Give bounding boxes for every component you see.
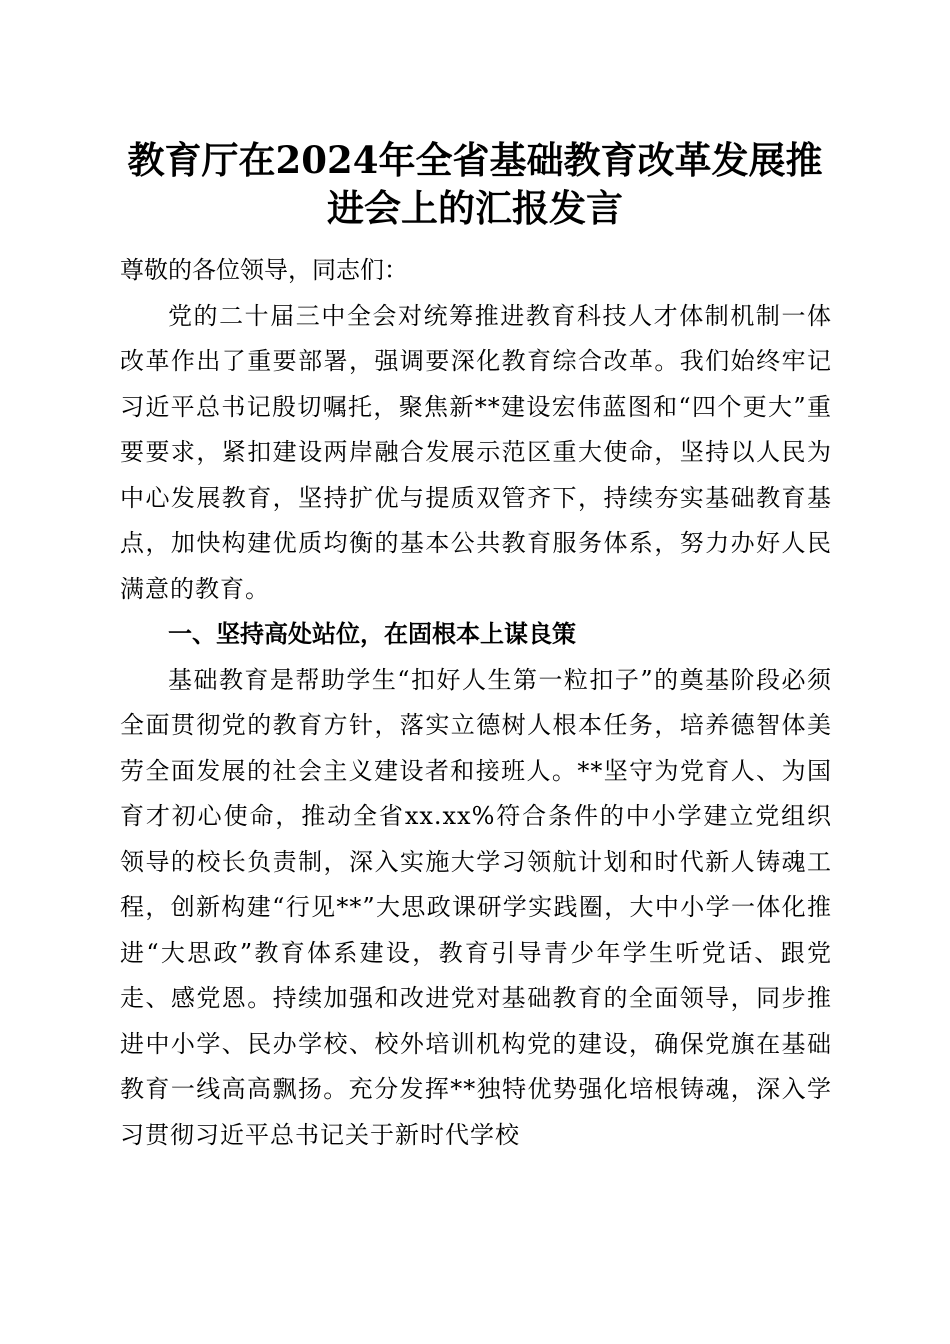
salutation: 尊敬的各位领导，同志们： — [120, 256, 408, 284]
document-body — [120, 248, 832, 1158]
section-paragraph: 基础教育是帮助学生“扣好人生第一粒扣子”的奠基阶段必须全面贯彻党的教育方针，落实立德树人根本任务，培养德智体美劳全面发展的社会主义建设者和接班人。**坚守为党育人、为国育才初心使命，推动全省xx.xx%符合条件的中小学建立党组织领导的校长负责制，深入实施大学习领航计划和时代新人铸魂工程，创新构建“行见**”大思政课研学实践圈，大中小学一体化推进“大思政”教育体系建设，教育引导青少年学生听党话、跟党走、感党恩。持续加强和改进党对基础教育的全面领导，同步推进中小学、民办学校、校外培训机构党的建设，确保党旗在基础教育一线高高飘扬。充分发挥**独特优势强化培根铸魂，深入学习贯彻习近平总书记关于新时代学校 — [120, 665, 832, 1149]
section-heading: 一、坚持高处站位，在固根本上谋良策 — [168, 620, 576, 648]
intro-paragraph: 党的二十届三中全会对统筹推进教育科技人才体制机制一体改革作出了重要部署，强调要深化教育综合改革。我们始终牢记习近平总书记殷切嘱托，聚焦新**建设宏伟蓝图和“四个更大”重要要求，紧扣建设两岸融合发展示范区重大使命，坚持以人民为中心发展教育，坚持扩优与提质双管齐下，持续夯实基础教育基点，加快构建优质均衡的基本公共教育服务体系，努力办好人民满意的教育。 — [120, 301, 832, 603]
document-title: 教育厅在2024年全省基础教育改革发展推进会上的汇报发言 — [127, 138, 823, 230]
